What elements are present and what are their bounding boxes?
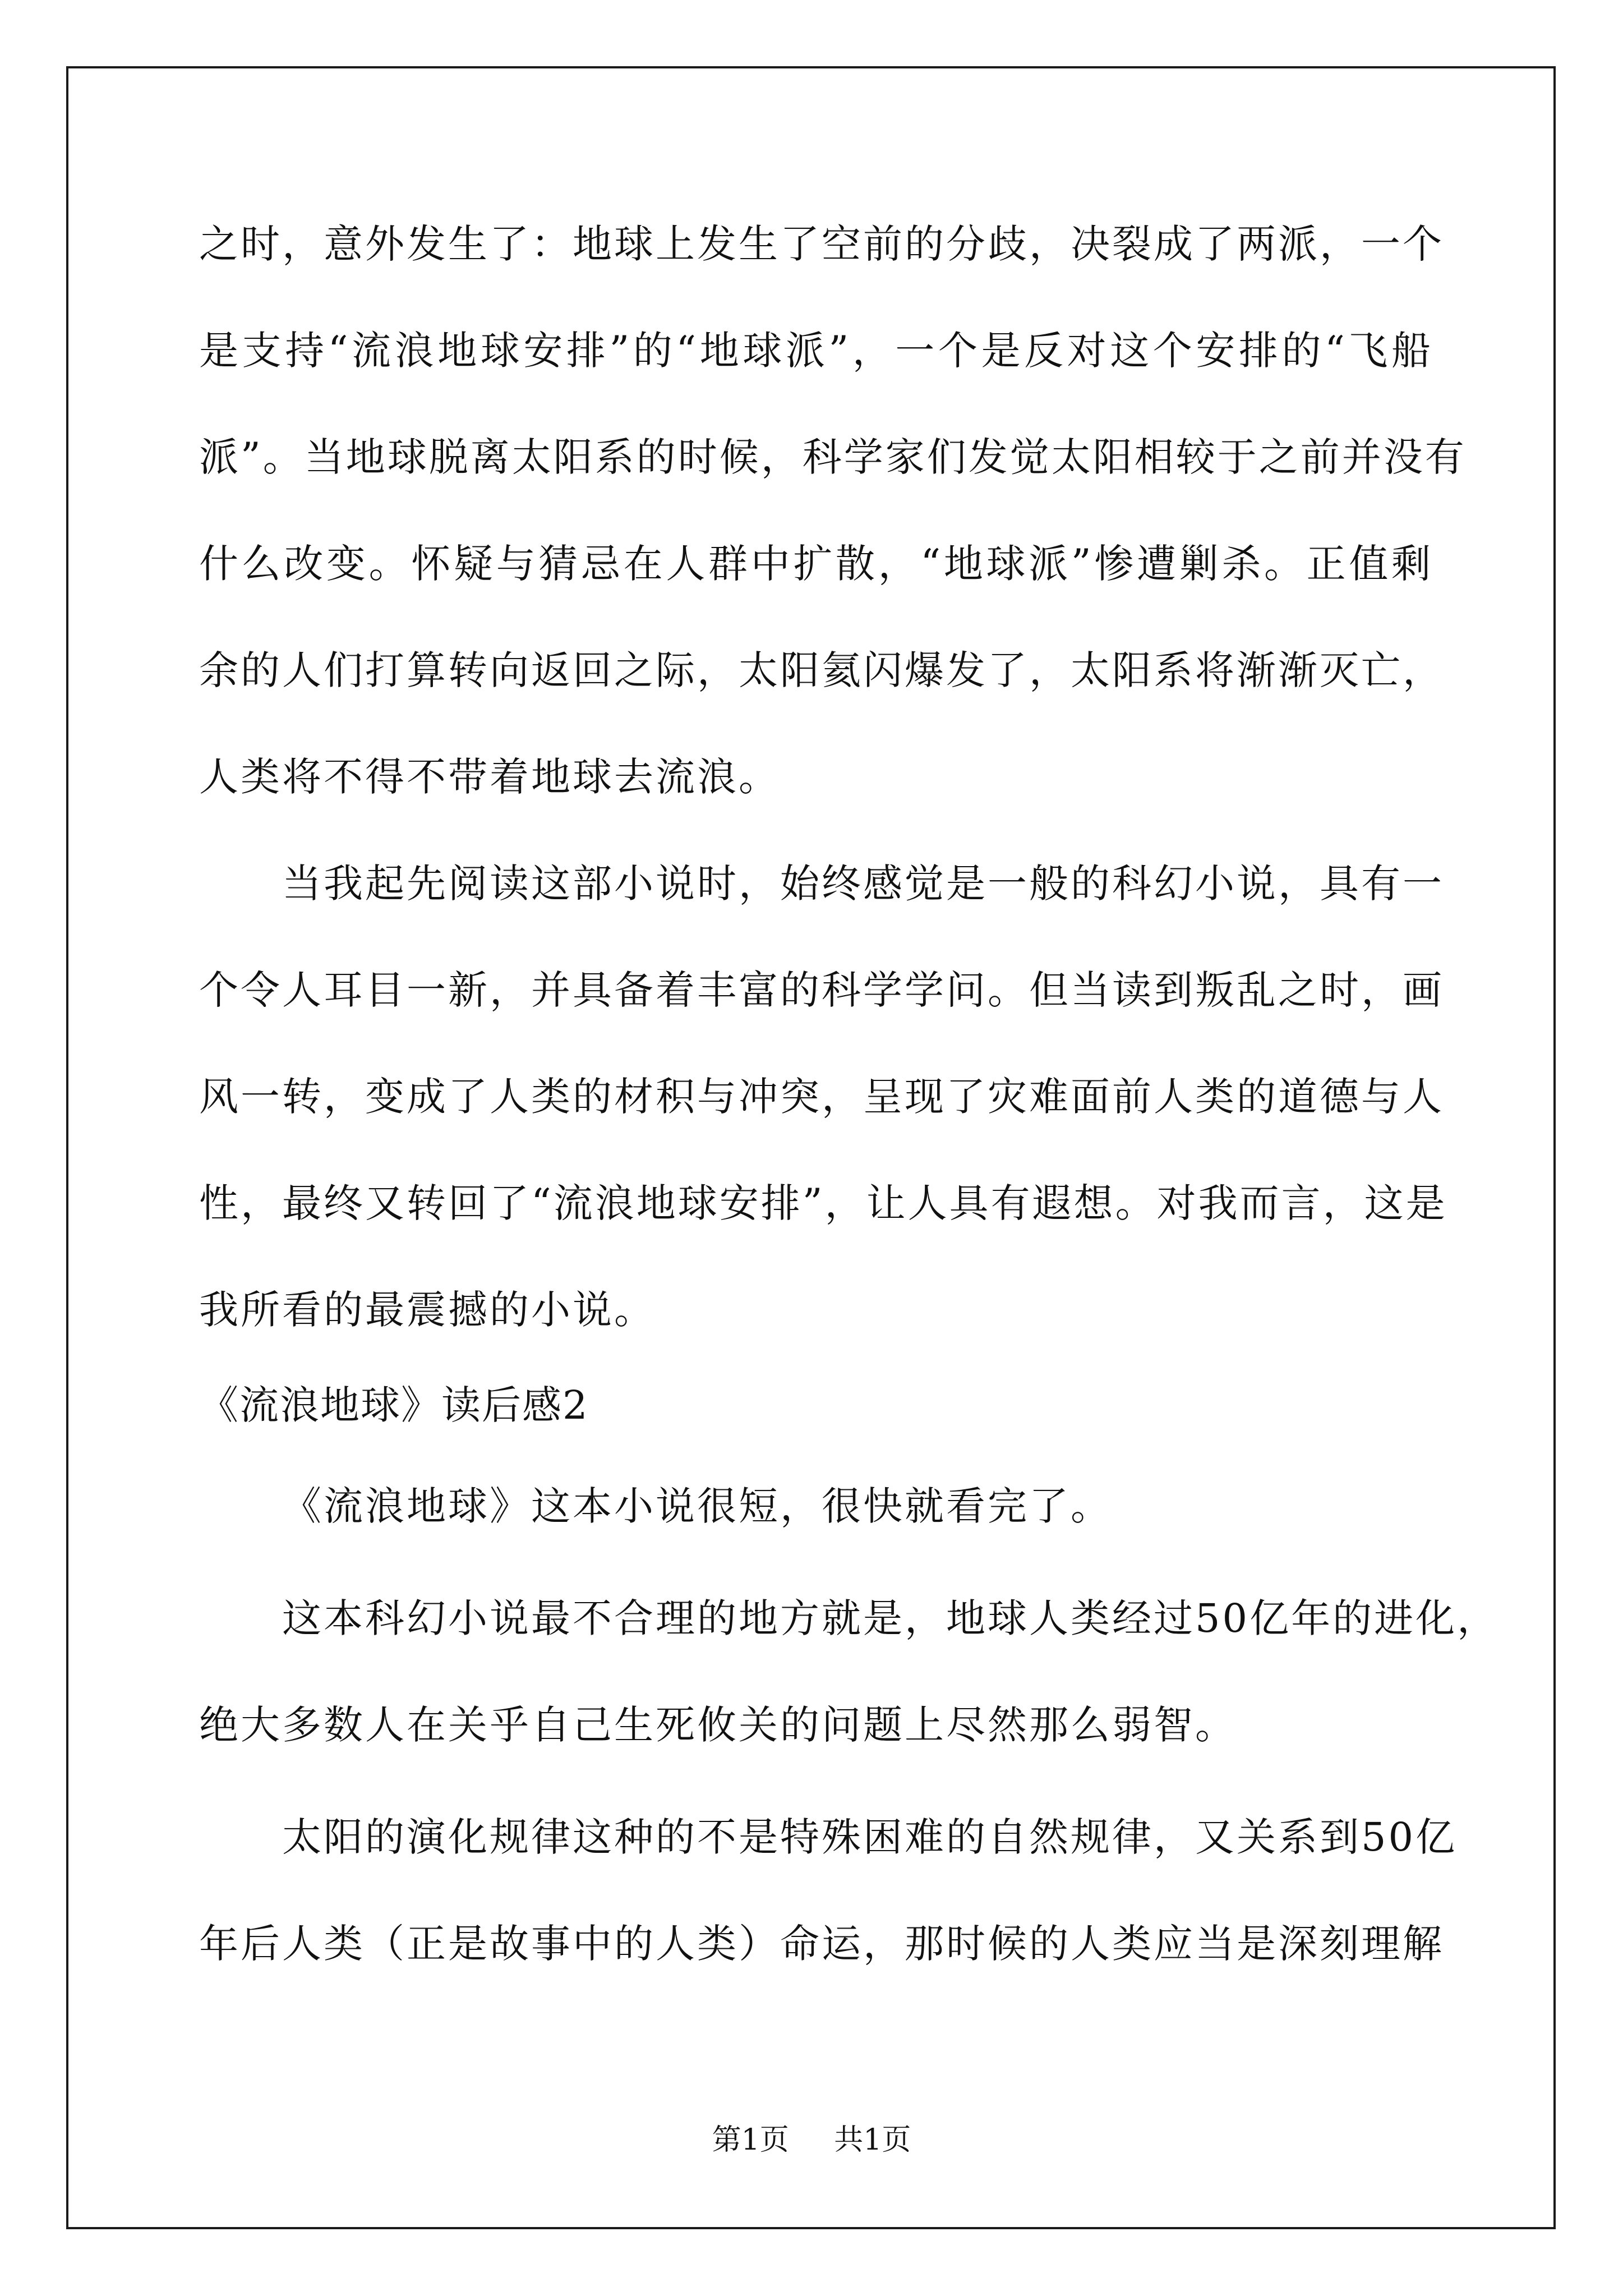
text-line: 绝大多数人在关乎自己生死攸关的问题上尽然那么弱智。: [199, 1702, 1237, 1748]
page-number: 第1页: [712, 2123, 789, 2157]
text-line: 太阳的演化规律这种的不是特殊困难的自然规律，又关系到50亿: [282, 1814, 1458, 1860]
page-total: 共1页: [834, 2123, 911, 2157]
text-line: 《流浪地球》这本小说很短，很快就看完了。: [282, 1483, 1112, 1529]
text-line: 性，最终又转回了“流浪地球安排”，让人具有遐想。对我而言，这是: [199, 1180, 1447, 1226]
page-border: [66, 66, 1556, 2229]
text-line: 人类将不得不带着地球去流浪。: [199, 754, 780, 800]
text-line: 个令人耳目一新，并具备着丰富的科学学问。但当读到叛乱之时，画: [199, 967, 1444, 1013]
text-line: 之时，意外发生了：地球上发生了空前的分歧，决裂成了两派，一个: [199, 221, 1444, 267]
text-line: 年后人类（正是故事中的人类）命运，那时候的人类应当是深刻理解: [199, 1921, 1444, 1967]
text-line: 当我起先阅读这部小说时，始终感觉是一般的科幻小说，具有一: [282, 861, 1444, 907]
text-line: 风一转，变成了人类的材积与冲突，呈现了灾难面前人类的道德与人: [199, 1074, 1444, 1120]
text-line: 是支持“流浪地球安排”的“地球派”，一个是反对这个安排的“飞船: [199, 328, 1433, 374]
page-footer: [0, 2120, 1623, 2160]
section-heading: 《流浪地球》读后感2: [199, 1382, 589, 1428]
text-line: 我所看的最震撼的小说。: [199, 1287, 656, 1333]
text-line: 派”。当地球脱离太阳系的时候，科学家们发觉太阳相较于之前并没有: [199, 434, 1467, 480]
text-line: 什么改变。怀疑与猜忌在人群中扩散，“地球派”惨遭剿杀。正值剩: [199, 541, 1433, 587]
text-line: 这本科幻小说最不合理的地方就是，地球人类经过50亿年的进化，: [282, 1595, 1499, 1641]
text-line: 余的人们打算转向返回之际，太阳氦闪爆发了，太阳系将渐渐灭亡，: [199, 647, 1444, 693]
